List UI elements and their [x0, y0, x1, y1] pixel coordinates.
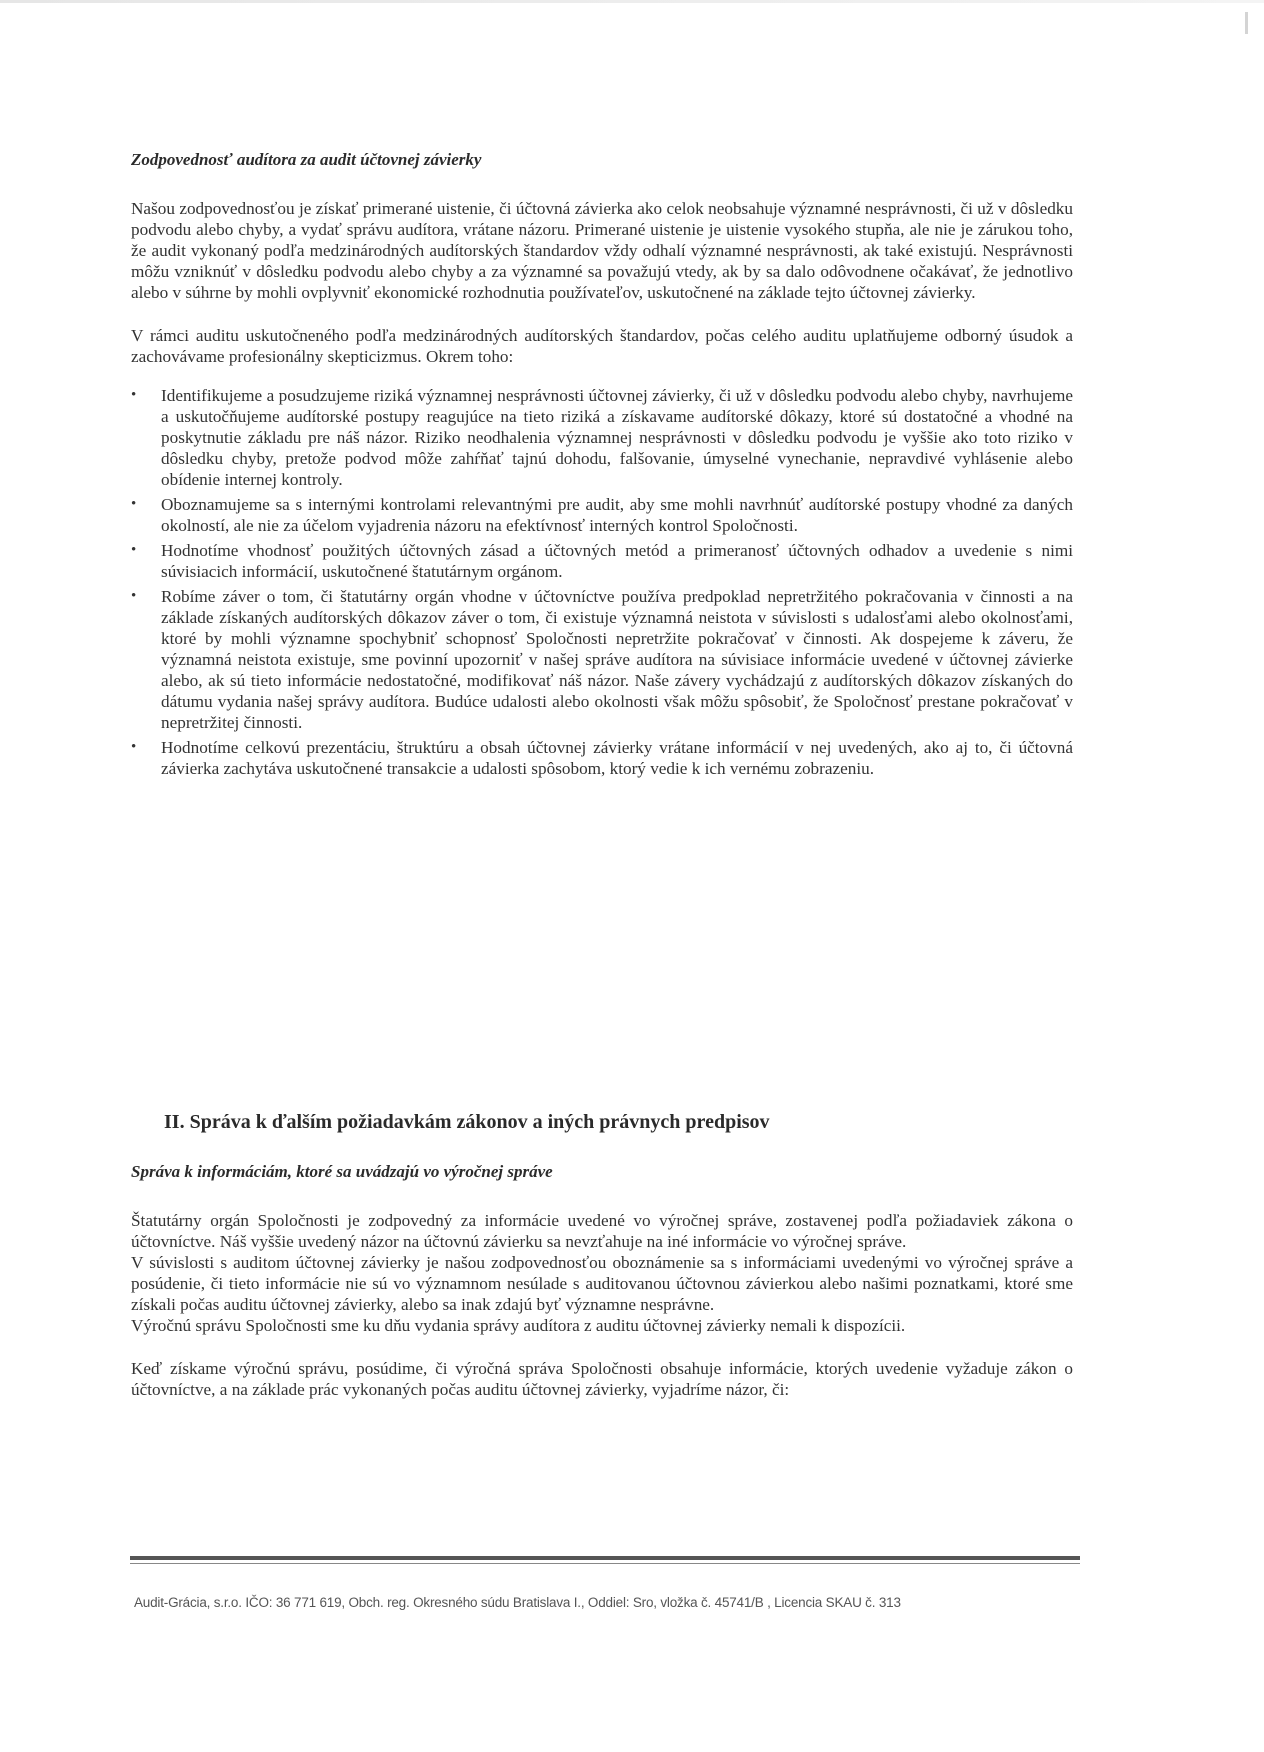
section-subheading: Zodpovednosť audítora za audit účtovnej závierky [131, 150, 482, 169]
list-item [131, 385, 1073, 490]
bullet-list [131, 385, 1073, 779]
section-heading: II. Správa k ďalším požiadavkám zákonov a iných právnych predpisov [164, 1111, 770, 1133]
list-item-text: Robíme záver o tom, či štatutárny orgán vhodne v účtovníctve používa predpoklad nepretržitého pokračovania v činnosti a na základe získaných audítorských dôkazov záver o tom, či existuje významná neistota v súvislosti s udalosťami alebo okolnosťami, ktoré by mohli významne spochybniť schopnosť Spoločnosti nepretržite pokračovať v činnosti. Ak dospejeme k záveru, že významná neistota existuje, sme povinní upozorniť v našej správe audítora na súvisiace informácie uvedené v účtovnej závierke alebo, ak sú tieto informácie nedostatočné, modifikovať náš názor. Naše závery vychádzajú z audítorských dôkazov získaných do dátumu vydania našej správy audítora. Budúce udalosti alebo okolnosti však môžu spôsobiť, že Spoločnosť prestane pokračovať v nepretržitej činnosti. [161, 587, 1073, 732]
bullet-icon: • [131, 387, 137, 403]
list-item-text: Identifikujeme a posudzujeme riziká významnej nesprávnosti účtovnej závierky, či už v dôsledku podvodu alebo chyby, navrhujeme a uskutočňujeme audítorské postupy reagujúce na tieto riziká a získavame audítorské dôkazy, ktoré sú dostatočné a vhodné na poskytnutie základu pre náš názor. Riziko neodhalenia významnej nesprávnosti v dôsledku podvodu je vyššie ako toto riziko v dôsledku chyby, pretože podvod môže zahŕňať tajnú dohodu, falšovanie, úmyselné vynechanie, nepravdivé vyhlásenie alebo obídenie internej kontroly. [161, 386, 1073, 489]
list-item-text: Hodnotíme vhodnosť použitých účtovných zásad a účtovných metód a primeranosť účtovných odhadov a uvedenie s nimi súvisiacich informácií, uskutočnené štatutárnym orgánom. [161, 541, 1073, 581]
footer-rule-thin [130, 1563, 1080, 1564]
list-item-text: Hodnotíme celkovú prezentáciu, štruktúru a obsah účtovnej závierky vrátane informácií v nej uvedených, ako aj to, či účtovná závierka zachytáva uskutočnené transakcie a udalosti spôsobom, ktorý vedie k ich vernému zobrazeniu. [161, 738, 1073, 778]
paragraph: V rámci auditu uskutočneného podľa medzinárodných audítorských štandardov, počas celého auditu uplatňujeme odborný úsudok a zachovávame profesionálny skepticizmus. Okrem toho: [131, 326, 1073, 366]
section-subheading: Správa k informáciám, ktoré sa uvádzajú vo výročnej správe [131, 1162, 553, 1181]
bullet-icon: • [131, 739, 137, 755]
bullet-icon: • [131, 588, 137, 604]
paragraph: Štatutárny orgán Spoločnosti je zodpovedný za informácie uvedené vo výročnej správe, zostavenej podľa požiadaviek zákona o účtovníctve. Náš vyššie uvedený názor na účtovnú závierku sa nevzťahuje na iné informácie vo výročnej správe. [131, 1211, 1073, 1251]
bullet-icon: • [131, 542, 137, 558]
footer-rule [130, 1556, 1080, 1560]
footer-company-info: Audit-Grácia, s.r.o. IČO: 36 771 619, Obch. reg. Okresného súdu Bratislava I., Oddiel: Sro, vložka č. 45741/B , Licencia SKAU č. 313 [134, 1595, 901, 1610]
list-item [131, 540, 1073, 582]
paragraph: Našou zodpovednosťou je získať primerané uistenie, či účtovná závierka ako celok neobsahuje významné nesprávnosti, či už v dôsledku podvodu alebo chyby, a vydať správu audítora, vrátane názoru. Primerané uistenie je uistenie vysokého stupňa, ale nie je zárukou toho, že audit vykonaný podľa medzinárodných audítorských štandardov vždy odhalí významné nesprávnosti, ak také existujú. Nesprávnosti môžu vzniknúť v dôsledku podvodu alebo chyby a za významné sa považujú vtedy, ak by sa dalo odôvodnene očakávať, že jednotlivo alebo v súhrne by mohli ovplyvniť ekonomické rozhodnutia používateľov, uskutočnené na základe tejto účtovnej závierky. [131, 199, 1073, 302]
list-item [131, 494, 1073, 536]
list-item [131, 737, 1073, 779]
paragraph: Výročnú správu Spoločnosti sme ku dňu vydania správy audítora z auditu účtovnej závierky nemali k dispozícii. [131, 1316, 906, 1335]
paragraph: V súvislosti s auditom účtovnej závierky je našou zodpovednosťou oboznámenie sa s informáciami uvedenými vo výročnej správe a posúdenie, či tieto informácie nie sú vo významnom nesúlade s auditovanou účtovnou závierkou alebo našimi poznatkami, ktoré sme získali počas auditu účtovnej závierky, alebo sa inak zdajú byť významne nesprávne. [131, 1253, 1073, 1314]
section-annual-report [131, 1162, 1073, 1400]
section-auditor-responsibility [131, 150, 1073, 783]
list-item [131, 586, 1073, 733]
paragraph: Keď získame výročnú správu, posúdime, či výročná správa Spoločnosti obsahuje informácie, ktorých uvedenie vyžaduje zákon o účtovníctve, a na základe prác vykonaných počas auditu účtovnej závierky, vyjadríme názor, či: [131, 1359, 1073, 1399]
scan-top-edge [0, 0, 1264, 3]
list-item-text: Oboznamujeme sa s internými kontrolami relevantnými pre audit, aby sme mohli navrhnúť audítorské postupy vhodné za daných okolností, ale nie za účelom vyjadrenia názoru na efektívnosť interných kontrol Spoločnosti. [161, 495, 1073, 535]
bullet-icon: • [131, 496, 137, 512]
scan-mark [1245, 12, 1248, 34]
